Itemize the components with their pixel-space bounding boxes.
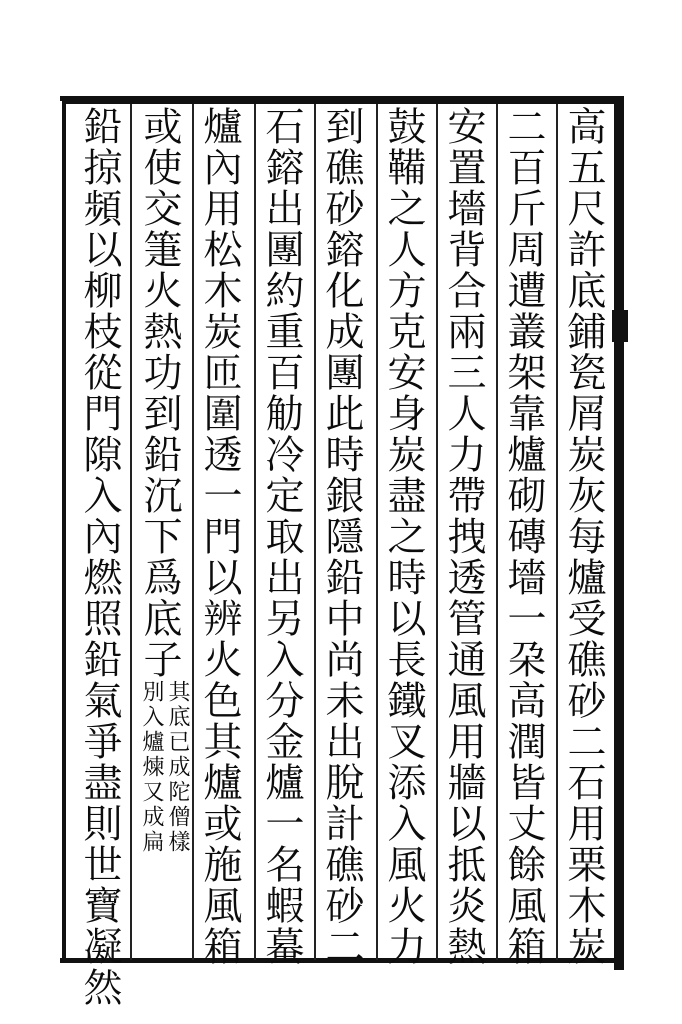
- column-rule: [254, 104, 256, 960]
- column-rule: [314, 104, 316, 960]
- text-column-4: 鼓鞴之人方克安身炭盡之時以長鐵叉添入風火力: [381, 106, 426, 967]
- text-column-9: 鉛掠頻以柳枝從門隙入內燃照鉛氣爭盡則世寶凝然: [77, 106, 122, 1008]
- column-rule: [130, 104, 132, 960]
- column-rule: [556, 104, 558, 960]
- text-column-7: 爐內用松木炭匝圍透一門以辨火色其爐或施風箱: [197, 106, 242, 967]
- text-column-1: 高五尺許底鋪瓷屑炭灰每爐受礁砂二石用栗木炭: [561, 106, 606, 967]
- annotation-note-right: 其底已成陀僧樣: [165, 680, 190, 855]
- text-column-8: 或使交箑火熱功到鉛沉下爲底子: [137, 106, 182, 680]
- annotation-note-left: 別入爐煉又成扁: [139, 680, 164, 855]
- column-rule: [436, 104, 438, 960]
- frame-right-border: [614, 96, 624, 970]
- fold-tab: [612, 310, 628, 342]
- column-rule: [496, 104, 498, 960]
- text-column-5: 到礁砂鎔化成團此時銀隱鉛中尚未出脫計礁砂二: [319, 106, 364, 967]
- column-rule: [192, 104, 194, 960]
- text-column-2: 二百斤周遭叢架靠爐砌磚墻一朶高潤皆丈餘風箱: [501, 106, 546, 967]
- text-column-6: 石鎔出團約重百觔冷定取出另入分金爐一名蝦蟇: [259, 106, 304, 967]
- column-rule: [376, 104, 378, 960]
- frame-top-border: [60, 96, 624, 101]
- text-column-3: 安置墻背合兩三人力帶拽透管通風用牆以抵炎熱: [441, 106, 486, 967]
